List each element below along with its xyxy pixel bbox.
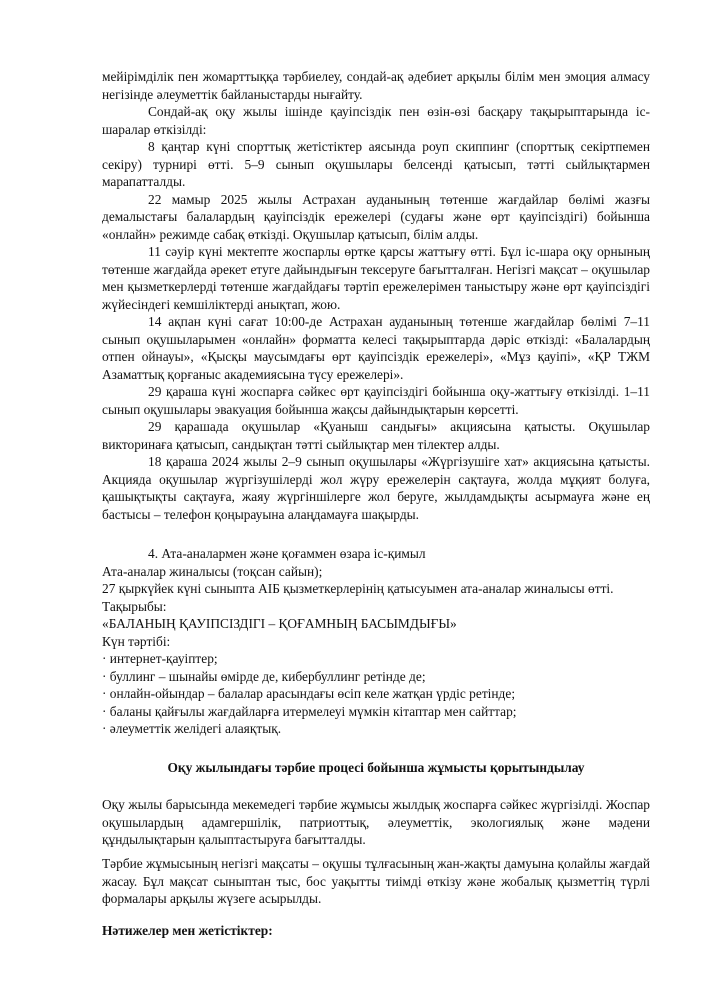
event-letter-to-driver: 18 қараша 2024 жылы 2–9 сынып оқушылары «Жүргізушіге хат» акциясына қатысты. Акцияда оқушылар жүргізушілерді жол жүру ережелерін сақтауға, жолда мұқият болуға, қашықтықты сақтауға, жаяу жүргіншілерге жол беруге, жылдамдықты асырмауға және ең бастысы – телефон қоңырауына алаңдамауға шақырды. xyxy=(102,454,650,522)
meeting-text: 27 қыркүйек күні сыныпта АІБ қызметкерлерінің қатысуымен ата-аналар жиналысы өтті. xyxy=(102,581,614,596)
summary-para-1-block xyxy=(102,796,650,849)
agenda-item: · баланы қайғылы жағдайларға итермелеуі мүмкін кітаптар мен сайттар; xyxy=(102,703,517,719)
summary-para-2-block xyxy=(102,855,650,908)
summary-section xyxy=(102,759,650,777)
agenda-item: · буллинг – шынайы өмірде де, кибербуллинг ретінде де; xyxy=(102,668,426,684)
agenda-item: · интернет-қауіптер; xyxy=(102,651,218,666)
agenda-label: Күн тәртібі: xyxy=(102,633,171,649)
summary-heading: Оқу жылындағы тәрбие процесі бойынша жұмысты қорытындылау xyxy=(167,760,585,775)
section-4-title: 4. Ата-аналармен және қоғаммен өзара іс-қимыл xyxy=(148,546,426,561)
parents-section xyxy=(102,545,650,738)
event-fire-training: 29 қараша күні жоспарға сәйкес өрт қауіпсіздігі бойынша оқу-жаттығу өткізілді. 1–11 сынып оқушылары эвакуация бойынша жақсы дайындықтарын көрсетті. xyxy=(102,384,650,417)
events-block xyxy=(102,68,650,523)
event-fire-drill: 11 сәуір күні мектепте жоспарлы өртке қарсы жаттығу өтті. Бұл іс-шара оқу орнының төтенше жағдайда әрекет етуге дайындығын тексеруге бағытталған. Негізгі мақсат – оқушылар мен қызметкерлерді төтенше жағдайдағы тәртіп ережелерімен таныстыру және өрт қауіпсіздігі жүйесіндегі кемшіліктерді анықтап, жою. xyxy=(102,244,650,312)
summary-paragraph-2: Тәрбие жұмысының негізгі мақсаты – оқушы тұлғасының жан-жақты дамуына қолайлы жағдай жасау. Бұл мақсат сыныптан тыс, бос уақытты тиімді өткізу және жобалық қызметтің түрлі формалары арқылы жүзеге асырылды. xyxy=(102,856,650,906)
agenda-item: · әлеуметтік желідегі алаяқтық. xyxy=(102,721,282,736)
event-joy-box: 29 қарашада оқушылар «Қуаныш сандығы» акциясына қатысты. Оқушылар викторинаға қатысып, сандықтан тәтті сыйлықтар мен тілектер алды. xyxy=(102,419,650,452)
intro-paragraph: мейірімділік пен жомарттыққа тәрбиелеу, сондай-ақ әдебиет арқылы білім мен эмоция алмасу негізінде әлеуметтік байланыстарды нығайту. xyxy=(102,69,650,102)
results-heading: Нәтижелер мен жетістіктер: xyxy=(102,923,273,938)
topic-label: Тақырыбы: xyxy=(102,598,167,614)
section-4-subtitle: Ата-аналар жиналысы (тоқсан сайын); xyxy=(102,563,323,579)
topic-title: «БАЛАНЫҢ ҚАУІПСІЗДІГІ – ҚОҒАМНЫҢ БАСЫМДЫҒЫ» xyxy=(102,616,457,631)
summary-paragraph-1: Оқу жылы барысында мекемедегі тәрбие жұмысы жылдық жоспарға сәйкес жүргізілді. Жоспар оқушылардың адамгершілік, патриоттық, әлеуметтік, экологиялық және мәдени құндылықтарын қалыптастыруға бағытталды. xyxy=(102,797,650,847)
results-block xyxy=(102,922,650,940)
agenda-item: · онлайн-ойындар – балалар арасындағы өсіп келе жатқан үрдіс ретінде; xyxy=(102,686,516,701)
event-rope-skipping: 8 қаңтар күні спорттық жетістіктер аясында роуп скиппинг (спорттық секіртпемен секіру) турнирі өтті. 5–9 сынып оқушылары белсенді қатысып, тәтті сыйлықтармен марапатталды. xyxy=(102,139,650,189)
safety-intro-paragraph: Сондай-ақ оқу жылы ішінде қауіпсіздік пен өзін-өзі басқару тақырыптарында іс-шаралар өткізілді: xyxy=(102,104,650,137)
event-online-lesson: 22 мамыр 2025 жылы Астрахан ауданының төтенше жағдайлар бөлімі жазғы демалыстағы балалардың қауіпсіздік ережелері (судағы және өрт қауіпсіздігі) бойынша «онлайн» режимде сабақ өткізді. Оқушылар қатысып, білім алды. xyxy=(102,191,650,242)
event-lecture: 14 ақпан күні сағат 10:00-де Астрахан ауданының төтенше жағдайлар бөлімі 7–11 сынып оқушыларымен «онлайн» форматта келесі тақырыптарда дәріс өткізді: «Балалардың отпен ойнауы», «Қысқы маусымдағы өрт қауіпсіздік ережелері», «Мұз қауіпі», «ҚР ТЖМ Азаматтық қорғаныс академиясына түсу ережелері». xyxy=(102,314,650,382)
